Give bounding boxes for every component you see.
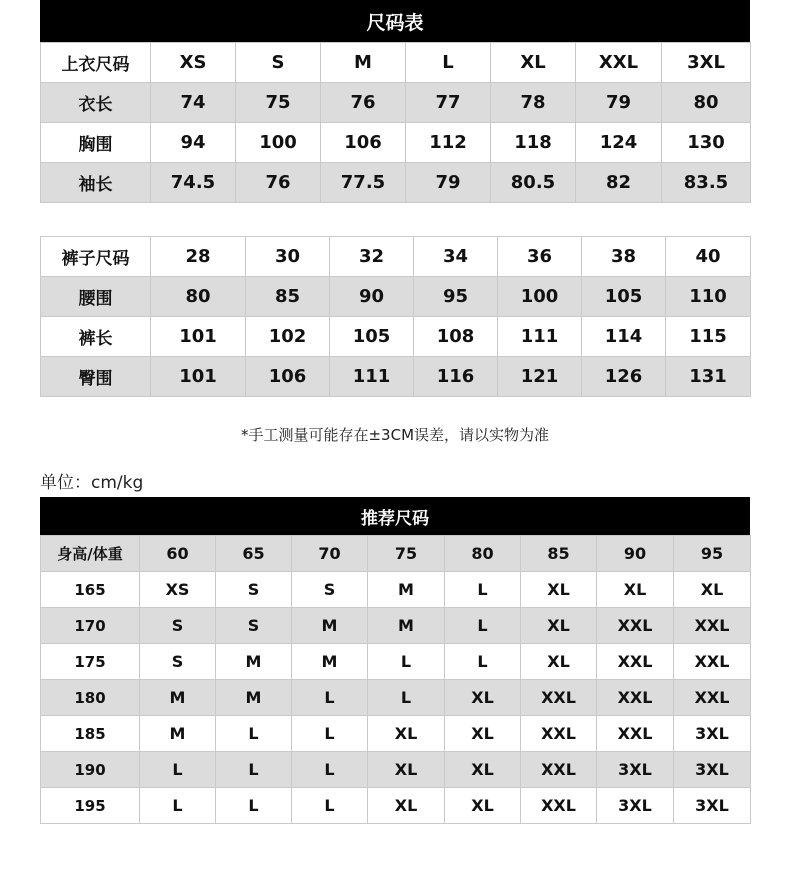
- pants-size-cell: 131: [666, 357, 751, 397]
- pants-size-header-cell: 28: [151, 237, 246, 277]
- recommend-row: [41, 680, 751, 716]
- recommend-cell: L: [445, 644, 521, 680]
- recommend-header-cell: 90: [597, 536, 674, 572]
- recommend-cell: XL: [445, 752, 521, 788]
- top-size-row-label: 胸围: [41, 123, 151, 163]
- recommend-cell: L: [216, 752, 292, 788]
- recommend-cell: 3XL: [674, 716, 751, 752]
- pants-size-row-label: 腰围: [41, 277, 151, 317]
- recommend-cell: M: [292, 608, 368, 644]
- top-size-cell: 94: [151, 123, 236, 163]
- recommend-row: [41, 788, 751, 824]
- pants-size-cell: 111: [330, 357, 414, 397]
- recommend-cell: S: [140, 608, 216, 644]
- top-size-header-cell: S: [236, 43, 321, 83]
- recommend-cell: XXL: [597, 608, 674, 644]
- recommend-row-label: 170: [41, 608, 140, 644]
- recommend-cell: L: [216, 788, 292, 824]
- recommend-cell: XL: [674, 572, 751, 608]
- recommend-row-label: 180: [41, 680, 140, 716]
- top-size-row-label: 袖长: [41, 163, 151, 203]
- recommend-cell: L: [292, 680, 368, 716]
- recommend-row-label: 195: [41, 788, 140, 824]
- recommend-row: [41, 608, 751, 644]
- recommend-cell: M: [216, 644, 292, 680]
- top-size-header-cell: L: [406, 43, 491, 83]
- top-size-header-cell: 3XL: [662, 43, 751, 83]
- recommend-row-label: 190: [41, 752, 140, 788]
- pants-size-cell: 105: [582, 277, 666, 317]
- recommend-cell: XXL: [674, 644, 751, 680]
- recommend-cell: XXL: [597, 716, 674, 752]
- pants-size-row: [41, 317, 751, 357]
- recommend-cell: XXL: [674, 680, 751, 716]
- top-size-row: [41, 163, 751, 203]
- recommend-cell: 3XL: [597, 752, 674, 788]
- pants-size-cell: 114: [582, 317, 666, 357]
- recommend-cell: XXL: [521, 788, 597, 824]
- pants-size-header-cell: 40: [666, 237, 751, 277]
- pants-size-row: [41, 357, 751, 397]
- recommend-size-table: [40, 535, 750, 824]
- pants-size-header-cell: 34: [414, 237, 498, 277]
- recommend-cell: XL: [445, 680, 521, 716]
- recommend-header-cell: 75: [368, 536, 445, 572]
- recommend-cell: S: [216, 572, 292, 608]
- recommend-cell: M: [368, 608, 445, 644]
- pants-size-header-row: [41, 237, 751, 277]
- recommend-cell: L: [292, 716, 368, 752]
- pants-size-header-cell: 32: [330, 237, 414, 277]
- top-size-cell: 74.5: [151, 163, 236, 203]
- pants-size-cell: 105: [330, 317, 414, 357]
- top-size-row: [41, 123, 751, 163]
- recommend-cell: S: [292, 572, 368, 608]
- recommend-cell: L: [368, 644, 445, 680]
- recommend-cell: L: [368, 680, 445, 716]
- recommend-row: [41, 716, 751, 752]
- recommend-cell: M: [292, 644, 368, 680]
- recommend-cell: M: [216, 680, 292, 716]
- size-chart-title: 尺码表: [40, 0, 750, 42]
- recommend-cell: L: [292, 788, 368, 824]
- pants-size-cell: 101: [151, 317, 246, 357]
- recommend-header-cell: 85: [521, 536, 597, 572]
- recommend-row: [41, 644, 751, 680]
- top-size-cell: 75: [236, 83, 321, 123]
- recommend-header-cell: 80: [445, 536, 521, 572]
- recommend-cell: L: [292, 752, 368, 788]
- recommend-cell: XL: [445, 788, 521, 824]
- recommend-cell: L: [445, 572, 521, 608]
- top-size-cell: 78: [491, 83, 576, 123]
- recommend-row: [41, 572, 751, 608]
- pants-size-row-label: 臀围: [41, 357, 151, 397]
- recommend-row-label: 165: [41, 572, 140, 608]
- recommend-cell: XL: [368, 752, 445, 788]
- recommend-title: 推荐尺码: [40, 497, 750, 535]
- top-size-header-cell: XXL: [576, 43, 662, 83]
- recommend-header-cell: 65: [216, 536, 292, 572]
- pants-size-cell: 115: [666, 317, 751, 357]
- recommend-row-label: 175: [41, 644, 140, 680]
- pants-size-cell: 85: [246, 277, 330, 317]
- recommend-cell: L: [445, 608, 521, 644]
- pants-size-cell: 100: [498, 277, 582, 317]
- top-size-cell: 100: [236, 123, 321, 163]
- pants-size-header-cell: 38: [582, 237, 666, 277]
- pants-size-header-cell: 36: [498, 237, 582, 277]
- recommend-header-cell: 60: [140, 536, 216, 572]
- recommend-cell: XL: [521, 608, 597, 644]
- pants-size-cell: 101: [151, 357, 246, 397]
- pants-size-cell: 95: [414, 277, 498, 317]
- pants-size-table: [40, 236, 750, 397]
- recommend-header-cell: 95: [674, 536, 751, 572]
- pants-size-cell: 126: [582, 357, 666, 397]
- top-size-cell: 118: [491, 123, 576, 163]
- pants-size-header-cell: 30: [246, 237, 330, 277]
- recommend-cell: XS: [140, 572, 216, 608]
- recommend-cell: XL: [445, 716, 521, 752]
- top-size-table: [40, 42, 750, 203]
- recommend-cell: L: [140, 752, 216, 788]
- top-size-row-label: 衣长: [41, 83, 151, 123]
- recommend-header-row: [41, 536, 751, 572]
- recommend-cell: XXL: [674, 608, 751, 644]
- top-size-header-cell: M: [321, 43, 406, 83]
- recommend-row-label: 185: [41, 716, 140, 752]
- top-size-cell: 112: [406, 123, 491, 163]
- top-size-cell: 76: [236, 163, 321, 203]
- top-size-cell: 106: [321, 123, 406, 163]
- unit-label: 单位：cm/kg: [40, 473, 144, 493]
- pants-size-cell: 106: [246, 357, 330, 397]
- top-size-cell: 80: [662, 83, 751, 123]
- recommend-cell: L: [216, 716, 292, 752]
- top-size-cell: 80.5: [491, 163, 576, 203]
- recommend-cell: XL: [597, 572, 674, 608]
- recommend-cell: XL: [521, 644, 597, 680]
- pants-size-cell: 121: [498, 357, 582, 397]
- recommend-cell: 3XL: [597, 788, 674, 824]
- recommend-cell: M: [368, 572, 445, 608]
- recommend-cell: XL: [368, 716, 445, 752]
- top-size-cell: 130: [662, 123, 751, 163]
- measurement-note: *手工测量可能存在±3CM误差，请以实物为准: [240, 426, 550, 444]
- recommend-cell: L: [140, 788, 216, 824]
- recommend-cell: 3XL: [674, 752, 751, 788]
- pants-size-header-label: 裤子尺码: [41, 237, 151, 277]
- top-size-header-cell: XS: [151, 43, 236, 83]
- top-size-cell: 77: [406, 83, 491, 123]
- recommend-cell: S: [216, 608, 292, 644]
- recommend-header-cell: 70: [292, 536, 368, 572]
- top-size-cell: 82: [576, 163, 662, 203]
- recommend-cell: XXL: [521, 716, 597, 752]
- pants-size-row-label: 裤长: [41, 317, 151, 357]
- top-size-cell: 74: [151, 83, 236, 123]
- recommend-cell: S: [140, 644, 216, 680]
- top-size-cell: 79: [576, 83, 662, 123]
- recommend-row: [41, 752, 751, 788]
- top-size-cell: 76: [321, 83, 406, 123]
- recommend-cell: XXL: [521, 752, 597, 788]
- pants-size-cell: 110: [666, 277, 751, 317]
- pants-size-cell: 116: [414, 357, 498, 397]
- recommend-cell: XXL: [521, 680, 597, 716]
- pants-size-cell: 108: [414, 317, 498, 357]
- top-size-cell: 83.5: [662, 163, 751, 203]
- top-size-header-cell: XL: [491, 43, 576, 83]
- recommend-cell: XXL: [597, 680, 674, 716]
- pants-size-cell: 111: [498, 317, 582, 357]
- top-size-cell: 77.5: [321, 163, 406, 203]
- top-size-cell: 79: [406, 163, 491, 203]
- recommend-cell: M: [140, 680, 216, 716]
- pants-size-cell: 102: [246, 317, 330, 357]
- recommend-cell: XXL: [597, 644, 674, 680]
- top-size-header-label: 上衣尺码: [41, 43, 151, 83]
- top-size-cell: 124: [576, 123, 662, 163]
- pants-size-cell: 80: [151, 277, 246, 317]
- pants-size-cell: 90: [330, 277, 414, 317]
- recommend-cell: M: [140, 716, 216, 752]
- pants-size-row: [41, 277, 751, 317]
- top-size-header-row: [41, 43, 751, 83]
- recommend-cell: XL: [521, 572, 597, 608]
- recommend-header-label: 身高/体重: [41, 536, 140, 572]
- recommend-cell: XL: [368, 788, 445, 824]
- top-size-row: [41, 83, 751, 123]
- recommend-cell: 3XL: [674, 788, 751, 824]
